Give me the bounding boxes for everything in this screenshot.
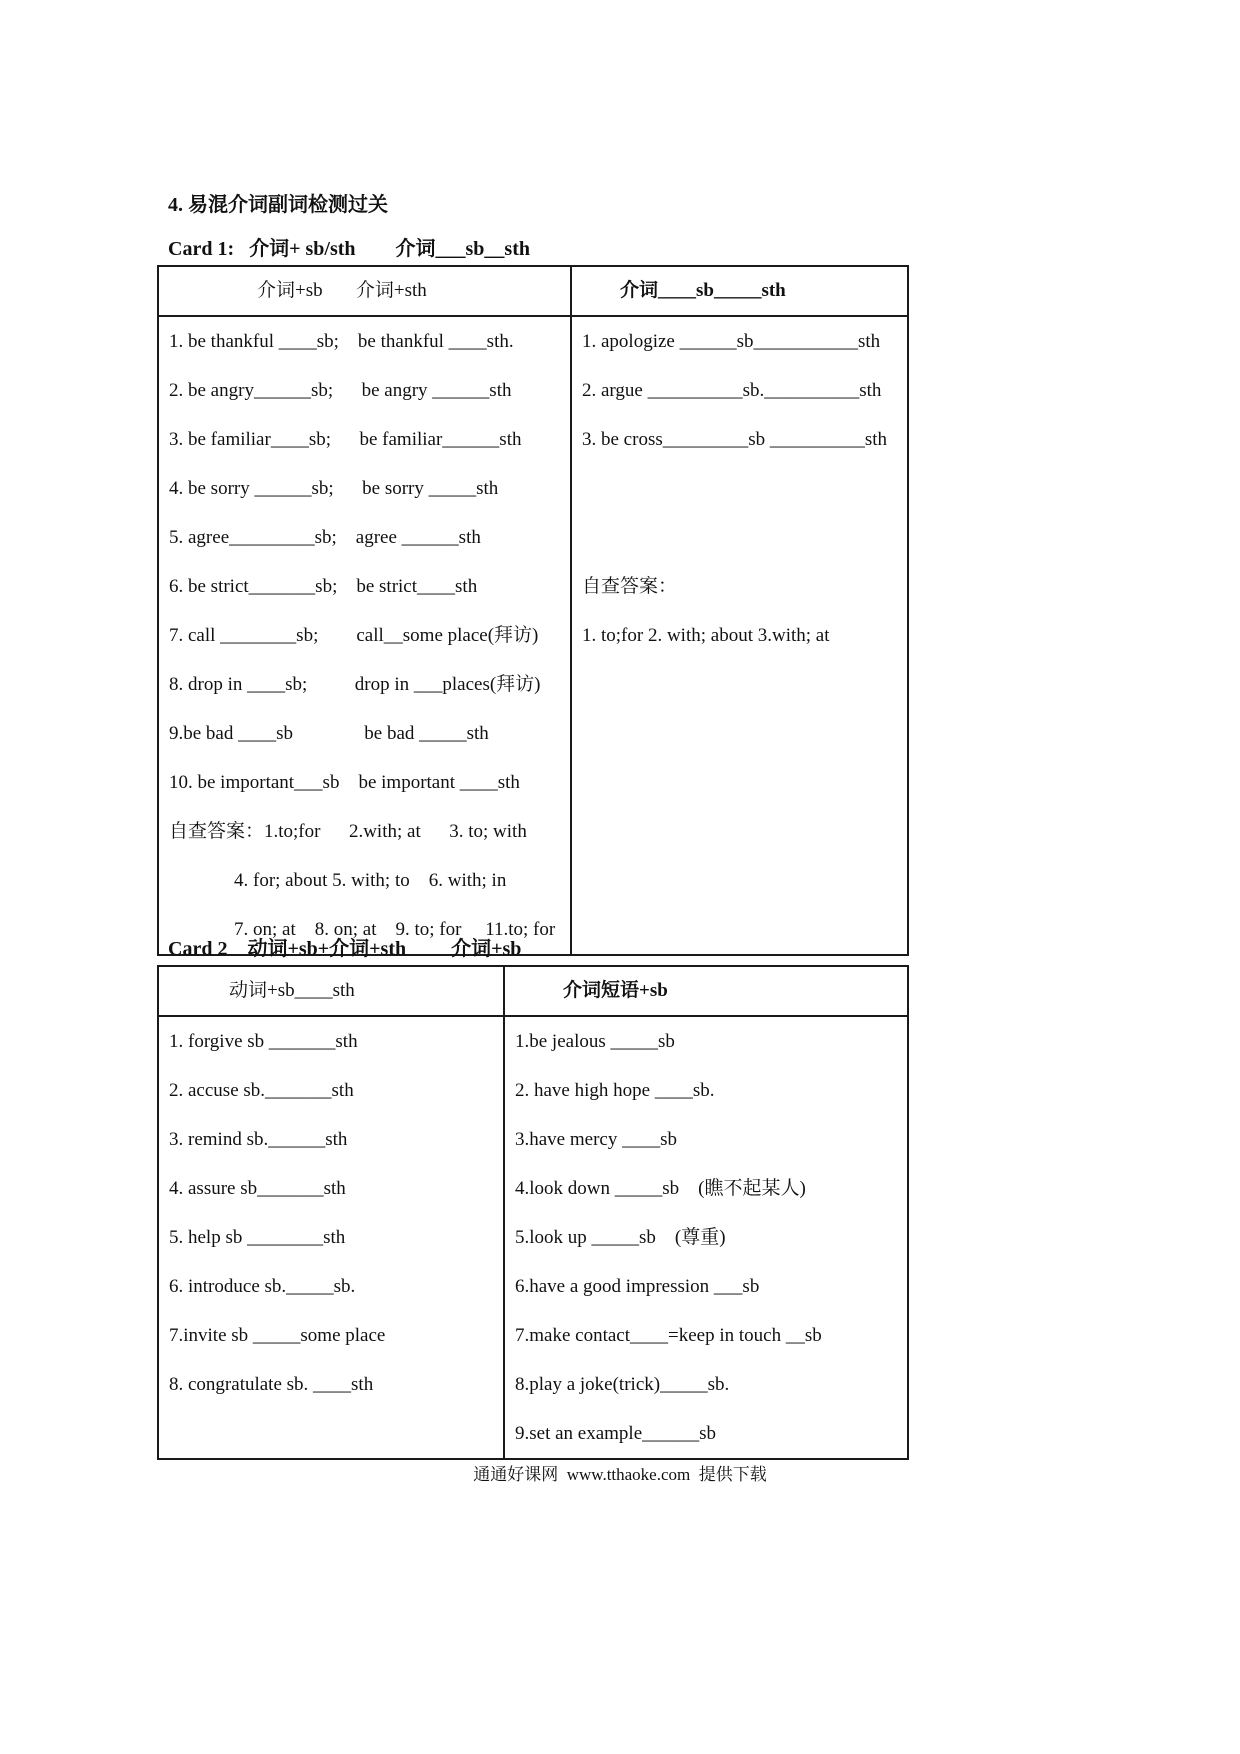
card2-right-line-4: 4.look down _____sb (瞧不起某人) [515,1178,806,1199]
card2-left-line-2: 2. accuse sb._______sth [169,1080,354,1101]
card1-right-blank-1 [572,464,907,513]
card2-title: Card 2 动词+sb+介词+sth 介词+sb [168,938,522,960]
card1-right-blank-2 [572,513,907,562]
card2-right-line-7: 7.make contact____=keep in touch __sb [515,1325,822,1346]
card2-right-line-8: 8.play a joke(trick)_____sb. [515,1374,730,1395]
card1-left-line-4: 4. be sorry ______sb; be sorry _____sth [169,478,499,499]
card1-title: Card 1: 介词+ sb/sth 介词___sb__sth [168,238,531,260]
card2-left-body [158,1016,504,1459]
card1-answer-key-line-2: 4. for; about 5. with; to 6. with; in [234,870,507,891]
card2-left-line-4: 4. assure sb_______sth [169,1178,346,1199]
card2-right-header: 介词短语+sb [563,980,668,1001]
card2-left-line-6: 6. introduce sb._____sb. [169,1276,356,1297]
card1-right-answer-label: 自查答案： [582,576,678,597]
card2-left-line-5: 5. help sb ________sth [169,1227,346,1248]
card2-left-line-1: 1. forgive sb _______sth [169,1031,358,1052]
card1-right-body [571,316,908,955]
card2-left-header-cell [158,966,504,1016]
card1-left-line-1: 1. be thankful ____sb; be thankful ____sth. [169,331,514,352]
card2-right-line-5: 5.look up _____sb (尊重) [515,1227,726,1248]
card1-right-line-1: 1. apologize ______sb___________sth [582,331,881,352]
card1-left-header-cell [158,266,571,316]
card2-right-line-3: 3.have mercy ____sb [515,1129,677,1150]
card1-left-line-9: 9.be bad ____sb be bad _____sth [169,723,489,744]
card1-right-line-3: 3. be cross_________sb __________sth [582,429,888,450]
card2-left-line-3: 3. remind sb.______sth [169,1129,348,1150]
card2-left-line-7: 7.invite sb _____some place [169,1325,386,1346]
card1-left-body [158,316,571,955]
card1-right-header-cell [571,266,908,316]
card1-left-line-6: 6. be strict_______sb; be strict____sth [169,576,478,597]
card1-right-answer-text: 1. to;for 2. with; about 3.with; at [582,625,830,646]
card2-right-line-2: 2. have high hope ____sb. [515,1080,715,1101]
card1-left-line-8: 8. drop in ____sb; drop in ___places(拜访) [169,674,541,695]
card1-left-line-5: 5. agree_________sb; agree ______sth [169,527,481,548]
card2-left-blank [159,1409,503,1458]
card2-right-line-9: 9.set an example______sb [515,1423,717,1444]
card2-left-line-8: 8. congratulate sb. ____sth [169,1374,374,1395]
card2-right-header-cell [504,966,908,1016]
card1-right-header: 介词____sb_____sth [620,280,786,301]
card1-left-header: 介词+sb 介词+sth [257,280,427,301]
card1-table [157,265,909,956]
card1-left-line-2: 2. be angry______sb; be angry ______sth [169,380,512,401]
card2-left-header: 动词+sb____sth [229,980,355,1001]
card1-left-line-7: 7. call ________sb; call__some place(拜访) [169,625,539,646]
card1-right-line-2: 2. argue __________sb.__________sth [582,380,882,401]
card2-right-line-6: 6.have a good impression ___sb [515,1276,760,1297]
card2-right-line-1: 1.be jealous _____sb [515,1031,675,1052]
card1-left-line-3: 3. be familiar____sb; be familiar______sth [169,429,522,450]
section-heading: 4. 易混介词副词检测过关 [168,194,388,216]
page-footer: 通通好课网 www.tthaoke.com 提供下载 [473,1465,767,1484]
card1-answer-key-line-3: 7. on; at 8. on; at 9. to; for 11.to; for [234,919,556,940]
card2-table [157,965,909,1460]
card1-left-line-10: 10. be important___sb be important ____sth [169,772,520,793]
card2-right-body [504,1016,908,1459]
card1-answer-key-line-1: 自查答案：1.to;for 2.with; at 3. to; with [169,821,527,842]
